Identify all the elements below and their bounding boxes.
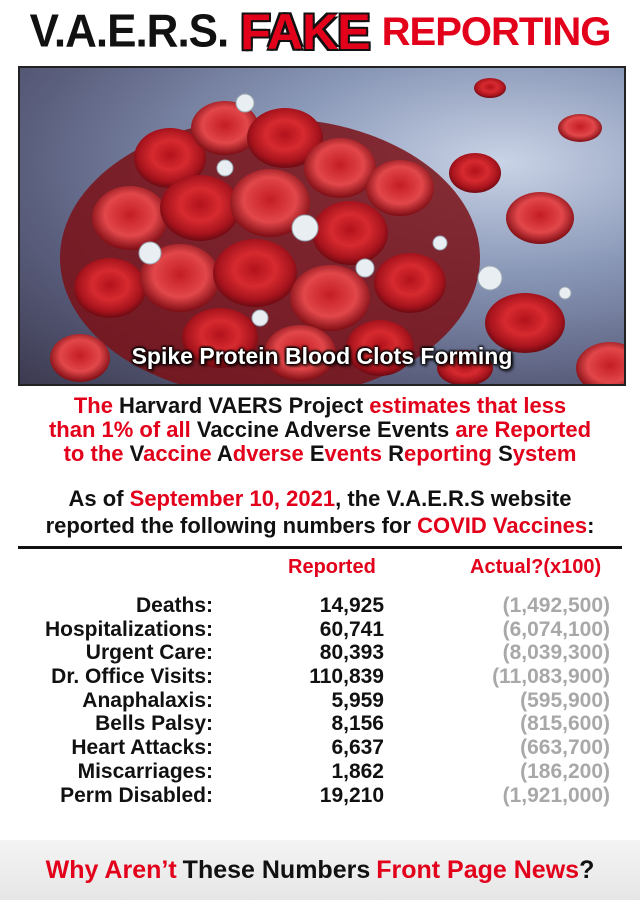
table-row	[0, 784, 640, 808]
reported-value: 5,959	[331, 688, 384, 712]
estimate-text: S	[498, 441, 513, 466]
estimate-text: are Reported	[455, 417, 592, 442]
row-label: Dr. Office Visits:	[51, 665, 213, 689]
row-label: Deaths:	[135, 594, 213, 617]
as-of-text: As of	[68, 486, 130, 511]
footer-text: ?	[579, 855, 595, 884]
reported-value: 1,862	[331, 759, 384, 783]
actual-value: (595,900)	[520, 688, 610, 712]
footer-text: These Numbers	[182, 855, 371, 884]
reported-value: 110,839	[309, 665, 384, 689]
headline	[0, 0, 640, 64]
reported-value: 14,925	[319, 594, 384, 617]
row-label: Urgent Care:	[85, 641, 213, 665]
estimate-text: A	[216, 441, 233, 466]
estimate-line-2	[0, 418, 640, 442]
estimate-text: V	[129, 441, 144, 466]
table-row	[0, 618, 640, 642]
footer-text: Front Page News	[376, 855, 580, 884]
actual-value: (186,200)	[520, 759, 610, 783]
as-of-date: September 10, 2021	[129, 486, 336, 511]
reported-value: 6,637	[331, 736, 384, 760]
actual-value: (6,074,100)	[502, 617, 610, 641]
reported-value: 60,741	[319, 617, 384, 641]
reported-value: 8,156	[331, 712, 384, 736]
row-label: Hospitalizations:	[44, 617, 213, 641]
estimate-line-1	[0, 394, 640, 418]
estimate-text: ystem	[512, 441, 577, 466]
estimate-text: eporting	[404, 441, 499, 466]
headline-reporting: REPORTING	[381, 9, 611, 54]
as-of-line-2	[0, 512, 640, 539]
blood-cells-illustration	[20, 68, 624, 384]
estimate-text: than 1% of all	[48, 417, 191, 442]
actual-value: (1,492,500)	[502, 594, 610, 617]
statistics-table	[0, 594, 640, 807]
table-row	[0, 736, 640, 760]
actual-value: (1,921,000)	[502, 783, 610, 807]
footer-text: Why Aren’t	[45, 855, 177, 884]
estimate-text: Vaccine Adverse Events	[190, 417, 456, 442]
estimate-text: estimates that less	[369, 393, 567, 418]
estimate-text: accine	[143, 441, 217, 466]
headline-fake: FAKE	[240, 4, 370, 60]
as-of-subject: COVID Vaccines	[417, 513, 588, 538]
table-row	[0, 760, 640, 784]
as-of-text: , the V.A.E.R.S website	[335, 486, 572, 511]
reported-value: 80,393	[319, 641, 384, 665]
table-row	[0, 689, 640, 713]
actual-value: (815,600)	[520, 712, 610, 736]
as-of-line-1	[0, 485, 640, 512]
actual-value: (8,039,300)	[502, 641, 610, 665]
as-of-text: :	[587, 513, 595, 538]
estimate-text: vents	[324, 441, 389, 466]
table-row	[0, 641, 640, 665]
actual-value: (663,700)	[520, 736, 610, 760]
footer-question	[0, 840, 640, 900]
row-label: Bells Palsy:	[95, 712, 213, 736]
estimate-statement	[0, 394, 640, 466]
as-of-text: reported the following numbers for	[45, 513, 418, 538]
actual-header: Actual?(x100)	[470, 556, 602, 578]
actual-value: (11,083,900)	[492, 665, 610, 689]
row-label: Heart Attacks:	[71, 736, 213, 760]
estimate-text: dverse	[232, 441, 310, 466]
estimate-line-3	[0, 442, 640, 466]
row-label: Miscarriages:	[77, 759, 213, 783]
table-row	[0, 712, 640, 736]
image-caption: Spike Protein Blood Clots Forming	[131, 343, 513, 369]
table-row	[0, 665, 640, 689]
reported-value: 19,210	[319, 783, 384, 807]
as-of-statement	[0, 485, 640, 539]
row-label: Anaphalaxis:	[82, 688, 213, 712]
row-label: Perm Disabled:	[60, 783, 213, 807]
estimate-text: to the	[63, 441, 130, 466]
divider	[18, 546, 622, 549]
blood-clot-image	[18, 66, 626, 386]
table-row	[0, 594, 640, 618]
headline-vaers: V.A.E.R.S.	[29, 5, 229, 58]
estimate-text: R	[388, 441, 404, 466]
estimate-text: Harvard VAERS Project	[112, 393, 370, 418]
estimate-text: The	[73, 393, 113, 418]
reported-header: Reported	[288, 556, 376, 578]
estimate-text: E	[309, 441, 325, 466]
